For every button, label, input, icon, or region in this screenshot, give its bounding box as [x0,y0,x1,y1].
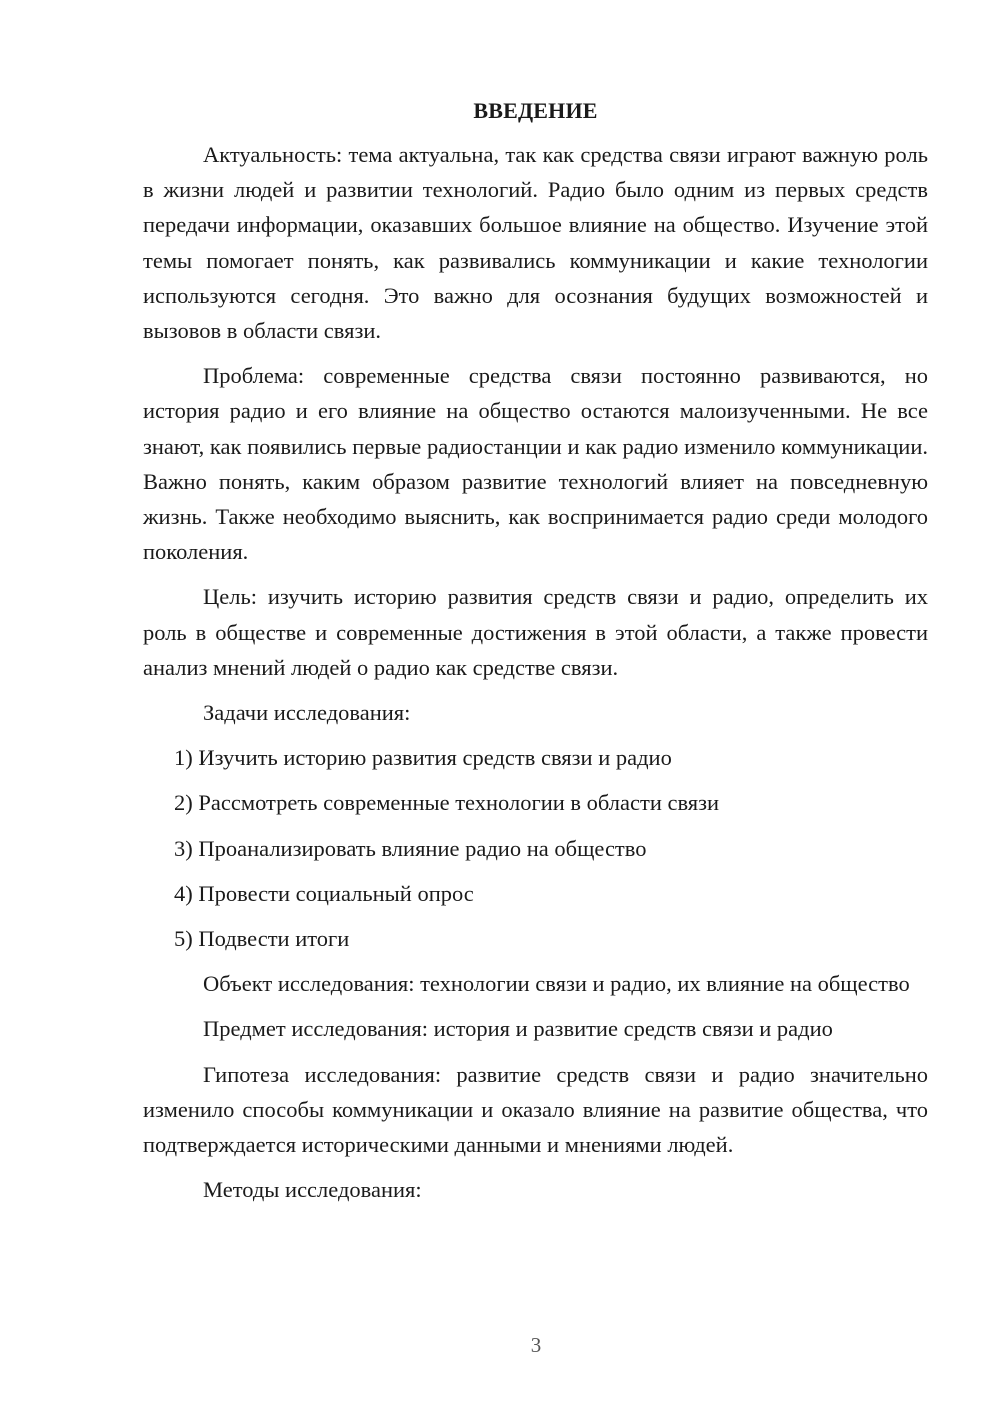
task-item: 4) Провести социальный опрос [174,880,474,906]
task-item: 5) Подвести итоги [174,926,350,952]
section-title: ВВЕДЕНИЕ [473,98,598,123]
object-paragraph: Объект исследования: технологии связи и радио, их влияние на общество [203,971,910,997]
tasks-heading: Задачи исследования: [203,700,411,726]
page-content [143,93,928,1217]
task-item: 3) Проанализировать влияние радио на общество [174,835,647,861]
problem-paragraph: Проблема: современные средства связи постоянно развиваются, но история радио и его влияние на общество остаются малоизученными. Не все знают, как появились первые радиостанции и как радио изменило коммуникации. Важно понять, каким образом развитие технологий влияет на повседневную жизнь. Также необходимо выяснить, как воспринимается радио среди молодого поколения. [143,363,928,565]
task-item: 2) Рассмотреть современные технологии в области связи [174,790,720,816]
tasks-list [143,740,928,956]
relevance-paragraph: Актуальность: тема актуальна, так как средства связи играют важную роль в жизни людей и развитии технологий. Радио было одним из первых средств передачи информации, оказавших большое влияние на общество. Изучение этой темы помогает понять, как развивались коммуникации и какие технологии используются сегодня. Это важно для осознания будущих возможностей и вызовов в области связи. [143,142,928,344]
methods-heading: Методы исследования: [203,1177,422,1203]
task-item: 1) Изучить историю развития средств связи и радио [174,745,672,771]
page-number: 3 [530,1333,542,1357]
subject-paragraph: Предмет исследования: история и развитие средств связи и радио [203,1016,833,1042]
hypothesis-paragraph: Гипотеза исследования: развитие средств связи и радио значительно изменило способы коммуникации и оказало влияние на развитие общества, что подтверждается историческими данными и мнениями людей. [143,1061,928,1158]
goal-paragraph: Цель: изучить историю развития средств связи и радио, определить их роль в обществе и современные достижения в этой области, а также провести анализ мнений людей о радио как средстве связи. [143,584,928,680]
